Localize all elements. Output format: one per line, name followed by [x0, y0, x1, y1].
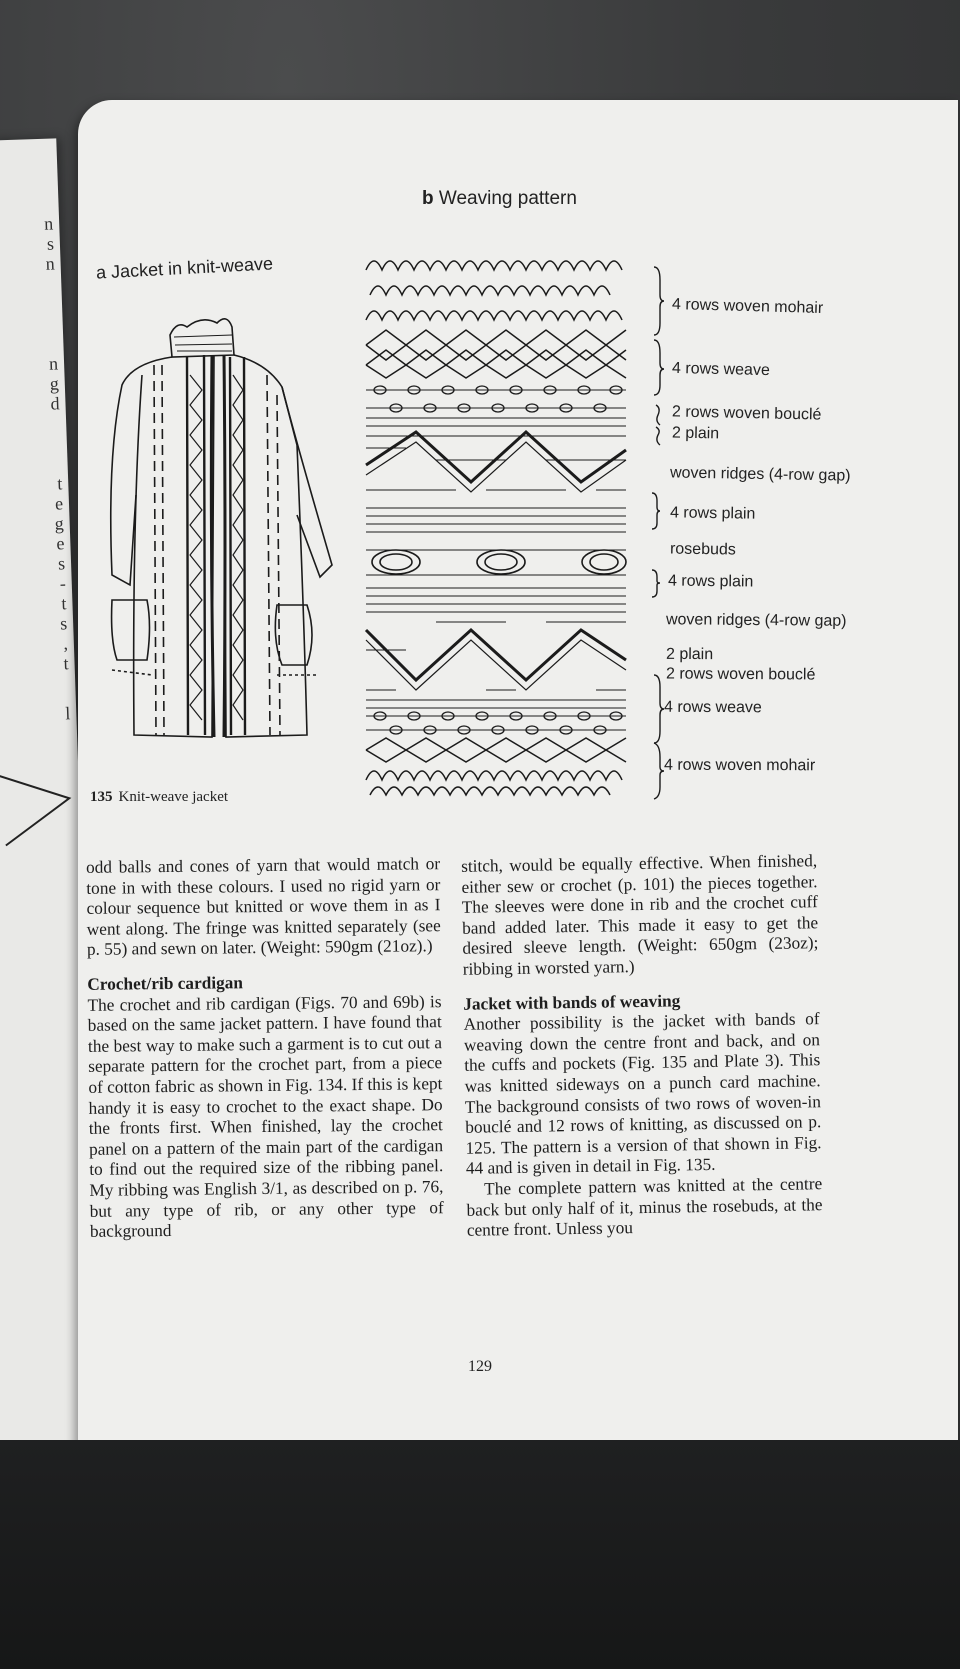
jacket-illustration — [92, 315, 354, 750]
figure-number: 135 — [90, 789, 113, 805]
pattern-row-label: 2 rows woven bouclé — [671, 403, 822, 424]
edge-letter: n — [48, 353, 59, 374]
pattern-row-label: 4 rows plain — [669, 504, 756, 523]
pattern-row-label: 4 rows plain — [667, 572, 754, 591]
pattern-row-label: 2 plain — [671, 424, 720, 443]
pattern-row-label: 4 rows weave — [671, 359, 771, 380]
page-number: 129 — [468, 1358, 492, 1375]
edge-letter: , — [63, 633, 69, 654]
paragraph: The complete pattern was knitted at the centre back but only half of it, minus the rosebuds, at the centre front. Unless you — [466, 1174, 823, 1240]
paragraph: odd balls and cones of yarn that would match or tone in with these colours. I used no rigid yarn or colour sequence but knitted or wove them in as I went along. The fringe was knitted separately (see p. 55) and sewn on later. (Weight: 590gm (21oz).) — [85, 854, 441, 960]
edge-letter: e — [56, 533, 65, 554]
weaving-pattern-chart — [366, 250, 636, 795]
edge-letter: g — [49, 373, 60, 394]
table-shadow — [0, 1440, 960, 1669]
pattern-row-label: 2 plain — [665, 645, 714, 664]
right-text-column — [461, 851, 823, 1241]
part-title: Weaving pattern — [438, 188, 577, 209]
edge-letter: s — [46, 233, 55, 254]
pattern-row-label: woven ridges (4-row gap) — [665, 611, 847, 630]
pattern-row-label: 4 rows woven mohair — [671, 296, 824, 317]
pattern-row-label: 4 rows weave — [663, 698, 762, 717]
figure-caption — [90, 789, 228, 806]
section-heading: Jacket with bands of weaving — [463, 990, 681, 1014]
edge-letter: s — [59, 613, 68, 634]
edge-letter: t — [63, 653, 69, 674]
figure-part-b-label — [422, 188, 577, 210]
edge-letter: n — [45, 253, 55, 274]
book-page — [78, 100, 958, 1490]
edge-letter: e — [54, 493, 64, 514]
edge-letter: g — [54, 513, 65, 534]
facing-page-diagram-fragment — [0, 758, 81, 851]
edge-letter: t — [61, 593, 67, 614]
section-heading: Crochet/rib cardigan — [87, 973, 244, 994]
paragraph: stitch, would be equally effective. When finished, either sew or crochet (p. 101) the pieces together. The sleeves were done in rib and the crochet cuff band added later. This made it easy to get the desired sleeve length. (Weight: 650gm (23oz); ribbing in worsted yarn.) — [461, 851, 819, 979]
pattern-row-label: rosebuds — [669, 540, 736, 559]
part-letter: b — [422, 188, 434, 209]
pattern-row-label: 2 rows woven bouclé — [665, 665, 816, 684]
figure-part-a-label: a Jacket in knit-weave — [95, 253, 274, 283]
edge-letter: - — [59, 573, 67, 594]
left-text-column — [86, 854, 444, 1242]
row-group-brackets — [646, 265, 666, 805]
pattern-row-label: woven ridges (4-row gap) — [669, 464, 851, 485]
paragraph: The crochet and rib cardigan (Figs. 70 and 69b) is based on the same jacket pattern. I have found that the best way to make such a garment is to cut out a separate pattern for the crochet part, from a piece of cotton fabric as shown in Fig. 134. If this is kept handy it is easy to crochet to the exact shape. Do the fronts first. When finished, lay the crochet panel on a pattern of the main part of the cardigan to find out the required size of the ribbing panel. My ribbing was English 3/1, as described on p. 76, but any type of rib, or any other type of background — [87, 991, 444, 1241]
paragraph: Another possibility is the jacket with bands of weaving down the centre front and back, and on the cuffs and pockets (Fig. 135 and Plate 3). This was knitted sideways on a punch card machine. The background consists of two rows of woven-in bouclé and 12 rows of knitting, as discussed on p. 125. The pattern is a version of that shown in Fig. 44 and is given in detail in Fig. 135. — [463, 1009, 822, 1179]
edge-letter: s — [57, 553, 66, 574]
pattern-row-label: 4 rows woven mohair — [663, 756, 816, 775]
edge-letter: l — [64, 703, 71, 724]
edge-letter: d — [50, 393, 60, 414]
edge-letter: t — [56, 473, 63, 494]
figure-caption-text: Knit-weave jacket — [118, 789, 229, 805]
edge-letter: n — [43, 213, 54, 234]
